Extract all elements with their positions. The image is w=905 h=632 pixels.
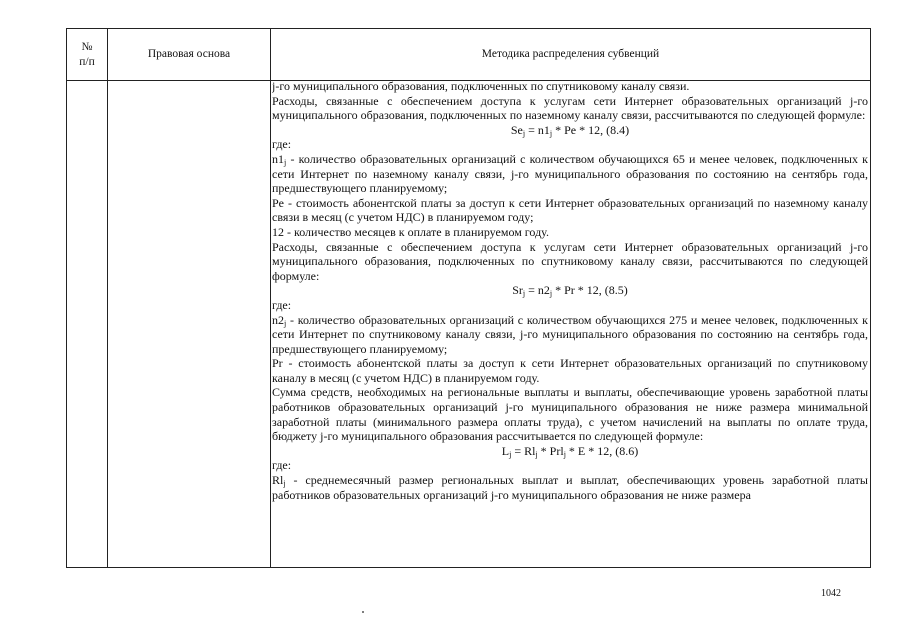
header-number-symbol: № — [81, 40, 93, 53]
formula-8-6: $L_j = Rl_j * Prl_j * E * 12$, (8.6) — [501, 443, 639, 459]
formula-8-4: $Se_j = n1_j * Pe * 12$, (8.4) — [510, 122, 630, 138]
where-label: где: — [272, 137, 292, 152]
page-number: 1042 — [821, 588, 841, 599]
where-label: где: — [272, 458, 292, 473]
header-number — [67, 29, 107, 80]
scan-speck — [362, 611, 364, 613]
header-legal-basis: Правовая основа — [147, 48, 231, 60]
paragraph: Расходы, связанные с обеспечением доступа к услугам сети Интернет образовательных организаций j-го муниципального образования, подключенных по спутниковому каналу связи, рассчитываются по следующей формуле: — [272, 239, 868, 283]
paragraph: j-го муниципального образования, подключенных по спутниковому каналу связи. — [272, 79, 690, 93]
column-divider — [270, 29, 271, 567]
column-divider — [107, 29, 108, 567]
header-number-abbrev: п/п — [79, 55, 95, 68]
definition: $n2_j$ - количество образовательных организаций с количеством обучающихся 275 и менее человек, подключенных к сети Интернет по спутниковому каналу связи, j-го муниципального образования по состоянию на сентябрь года, предшествующего планируемому; — [272, 312, 868, 356]
paragraph: Сумма средств, необходимых на региональные выплаты и выплаты, обеспечивающие уровень заработной платы работников образовательных организаций j-го муниципального образования не ниже размера минимальной заработной платы (минимального размера оплаты труда), с учетом начислений на выплаты по оплате труда, бюджету j-го муниципального образования рассчитывается по следующей формуле: — [272, 385, 868, 444]
definition: $Rl_j$ - среднемесячный размер региональных выплат и выплат, обеспечивающих уровень заработной платы работников образовательных организаций j-го муниципального образования не ниже размера — [272, 473, 868, 502]
definition: $n1_j$ - количество образовательных организаций с количеством обучающихся 65 и менее человек, подключенных к сети Интернет по наземному каналу связи, j-го муниципального образования по состоянию на сентябрь года, предшествующего планируемому; — [272, 151, 868, 196]
definition: 12 - количество месяцев к оплате в планируемом году. — [272, 224, 549, 239]
formula-8-5: $Sr_j = n2_j * Pr * 12$, (8.5) — [512, 283, 628, 299]
methodology-text — [272, 79, 868, 566]
definition: Pe - стоимость абонентской платы за доступ к сети Интернет образовательных организаций по наземному каналу связи в месяц (с учетом НДС) в планируемом году; — [272, 195, 868, 225]
where-label: где: — [272, 297, 292, 312]
paragraph: Расходы, связанные с обеспечением доступа к услугам сети Интернет образовательных организаций j-го муниципального образования, подключенных по наземному каналу связи, рассчитываются по следующей формуле: — [272, 93, 868, 123]
header-methodology: Методика распределения субвенций — [481, 48, 660, 60]
definition: Pr - стоимость абонентской платы за доступ к сети Интернет образовательных организаций по спутниковому каналу в месяц (с учетом НДС) в планируемом году. — [272, 356, 868, 385]
